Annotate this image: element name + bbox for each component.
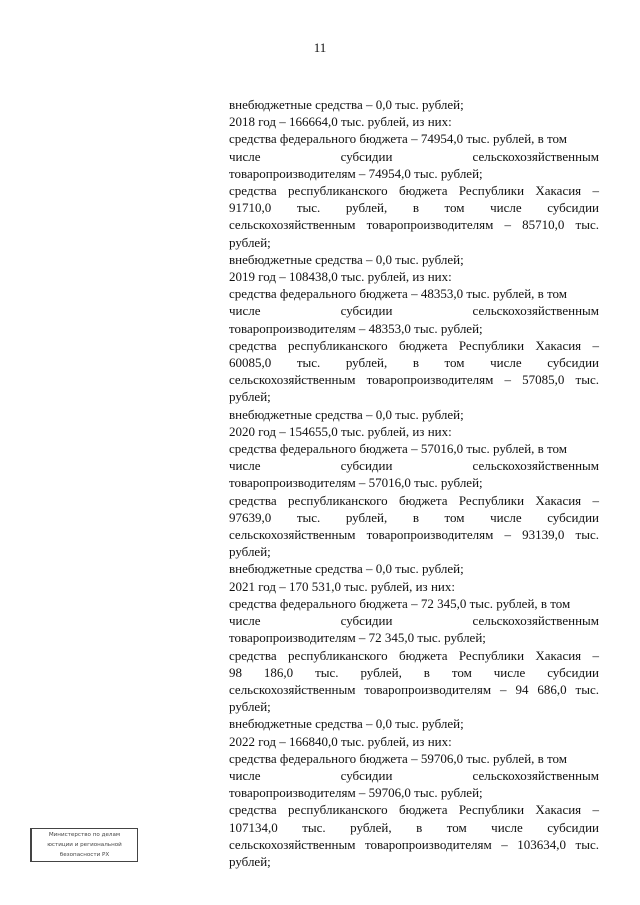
text-line: средства федерального бюджета – 48353,0 тыс. рублей, в том — [229, 286, 568, 302]
text-line: рублей; — [229, 389, 271, 405]
text-line: товаропроизводителям – 74954,0 тыс. рублей; — [229, 165, 483, 181]
text-line: внебюджетные средства – 0,0 тыс. рублей; — [229, 561, 464, 577]
text-line: средства федерального бюджета – 74954,0 тыс. рублей, в том — [229, 131, 568, 147]
text-line: сельскохозяйственным товаропроизводителям – 85710,0 тыс. — [229, 217, 599, 233]
text-line: рублей; — [229, 234, 271, 250]
text-line: 2020 год – 154655,0 тыс. рублей, из них: — [229, 423, 452, 439]
text-line: сельскохозяйственным товаропроизводителям – 103634,0 тыс. — [229, 836, 599, 852]
text-line: внебюджетные средства – 0,0 тыс. рублей; — [229, 716, 464, 732]
text-line: 91710,0 тыс. рублей, в том числе субсидии — [229, 200, 599, 216]
text-line: 98 186,0 тыс. рублей, в том числе субсидии — [229, 664, 599, 680]
text-line: рублей; — [229, 699, 271, 715]
text-line: 2018 год – 166664,0 тыс. рублей, из них: — [229, 114, 452, 130]
text-line: внебюджетные средства – 0,0 тыс. рублей; — [229, 97, 464, 112]
text-line: товаропроизводителям – 59706,0 тыс. рублей; — [229, 785, 483, 801]
text-line: 2022 год – 166840,0 тыс. рублей, из них: — [229, 733, 452, 749]
text-line: 97639,0 тыс. рублей, в том числе субсидии — [229, 509, 599, 525]
text-line: средства республиканского бюджета Республики Хакасия – — [229, 492, 599, 508]
text-line: рублей; — [229, 853, 271, 869]
text-line: средства республиканского бюджета Республики Хакасия – — [229, 802, 599, 818]
text-line: товаропроизводителям – 57016,0 тыс. рублей; — [229, 475, 483, 491]
text-line: средства республиканского бюджета Республики Хакасия – — [229, 337, 599, 353]
text-line: 60085,0 тыс. рублей, в том числе субсидии — [229, 355, 599, 371]
text-line: сельскохозяйственным товаропроизводителям – 94 686,0 тыс. — [229, 681, 599, 697]
text-line: сельскохозяйственным товаропроизводителям – 57085,0 тыс. — [229, 372, 599, 388]
text-line: средства республиканского бюджета Республики Хакасия – — [229, 647, 599, 663]
text-line: 2019 год – 108438,0 тыс. рублей, из них: — [229, 269, 452, 285]
text-line: внебюджетные средства – 0,0 тыс. рублей; — [229, 251, 464, 267]
text-line: средства федерального бюджета – 72 345,0 тыс. рублей, в том — [229, 595, 571, 611]
text-line: средства федерального бюджета – 57016,0 тыс. рублей, в том — [229, 441, 568, 457]
text-line: числе субсидии сельскохозяйственным — [229, 458, 599, 474]
text-line: товаропроизводителям – 72 345,0 тыс. рублей; — [229, 630, 486, 646]
stamp-line: юстиции и региональной — [47, 842, 122, 848]
stamp-line: Министерство по делам — [48, 832, 121, 838]
text-line: 2021 год – 170 531,0 тыс. рублей, из них: — [229, 578, 455, 594]
text-line: сельскохозяйственным товаропроизводителям – 93139,0 тыс. — [229, 527, 599, 543]
registration-stamp — [30, 828, 138, 862]
text-line: числе субсидии сельскохозяйственным — [229, 613, 599, 629]
text-line: средства республиканского бюджета Республики Хакасия – — [229, 183, 599, 199]
text-line: 107134,0 тыс. рублей, в том числе субсидии — [229, 819, 599, 835]
text-line: числе субсидии сельскохозяйственным — [229, 303, 599, 319]
text-line: числе субсидии сельскохозяйственным — [229, 148, 599, 164]
text-line: числе субсидии сельскохозяйственным — [229, 767, 599, 783]
document-body — [229, 96, 599, 870]
text-line: внебюджетные средства – 0,0 тыс. рублей; — [229, 406, 464, 422]
stamp-line: безопасности РХ — [59, 852, 110, 858]
text-line: средства федерального бюджета – 59706,0 тыс. рублей, в том — [229, 750, 568, 766]
page-number: 11 — [313, 40, 327, 55]
text-line: рублей; — [229, 544, 271, 560]
text-line: товаропроизводителям – 48353,0 тыс. рублей; — [229, 320, 483, 336]
